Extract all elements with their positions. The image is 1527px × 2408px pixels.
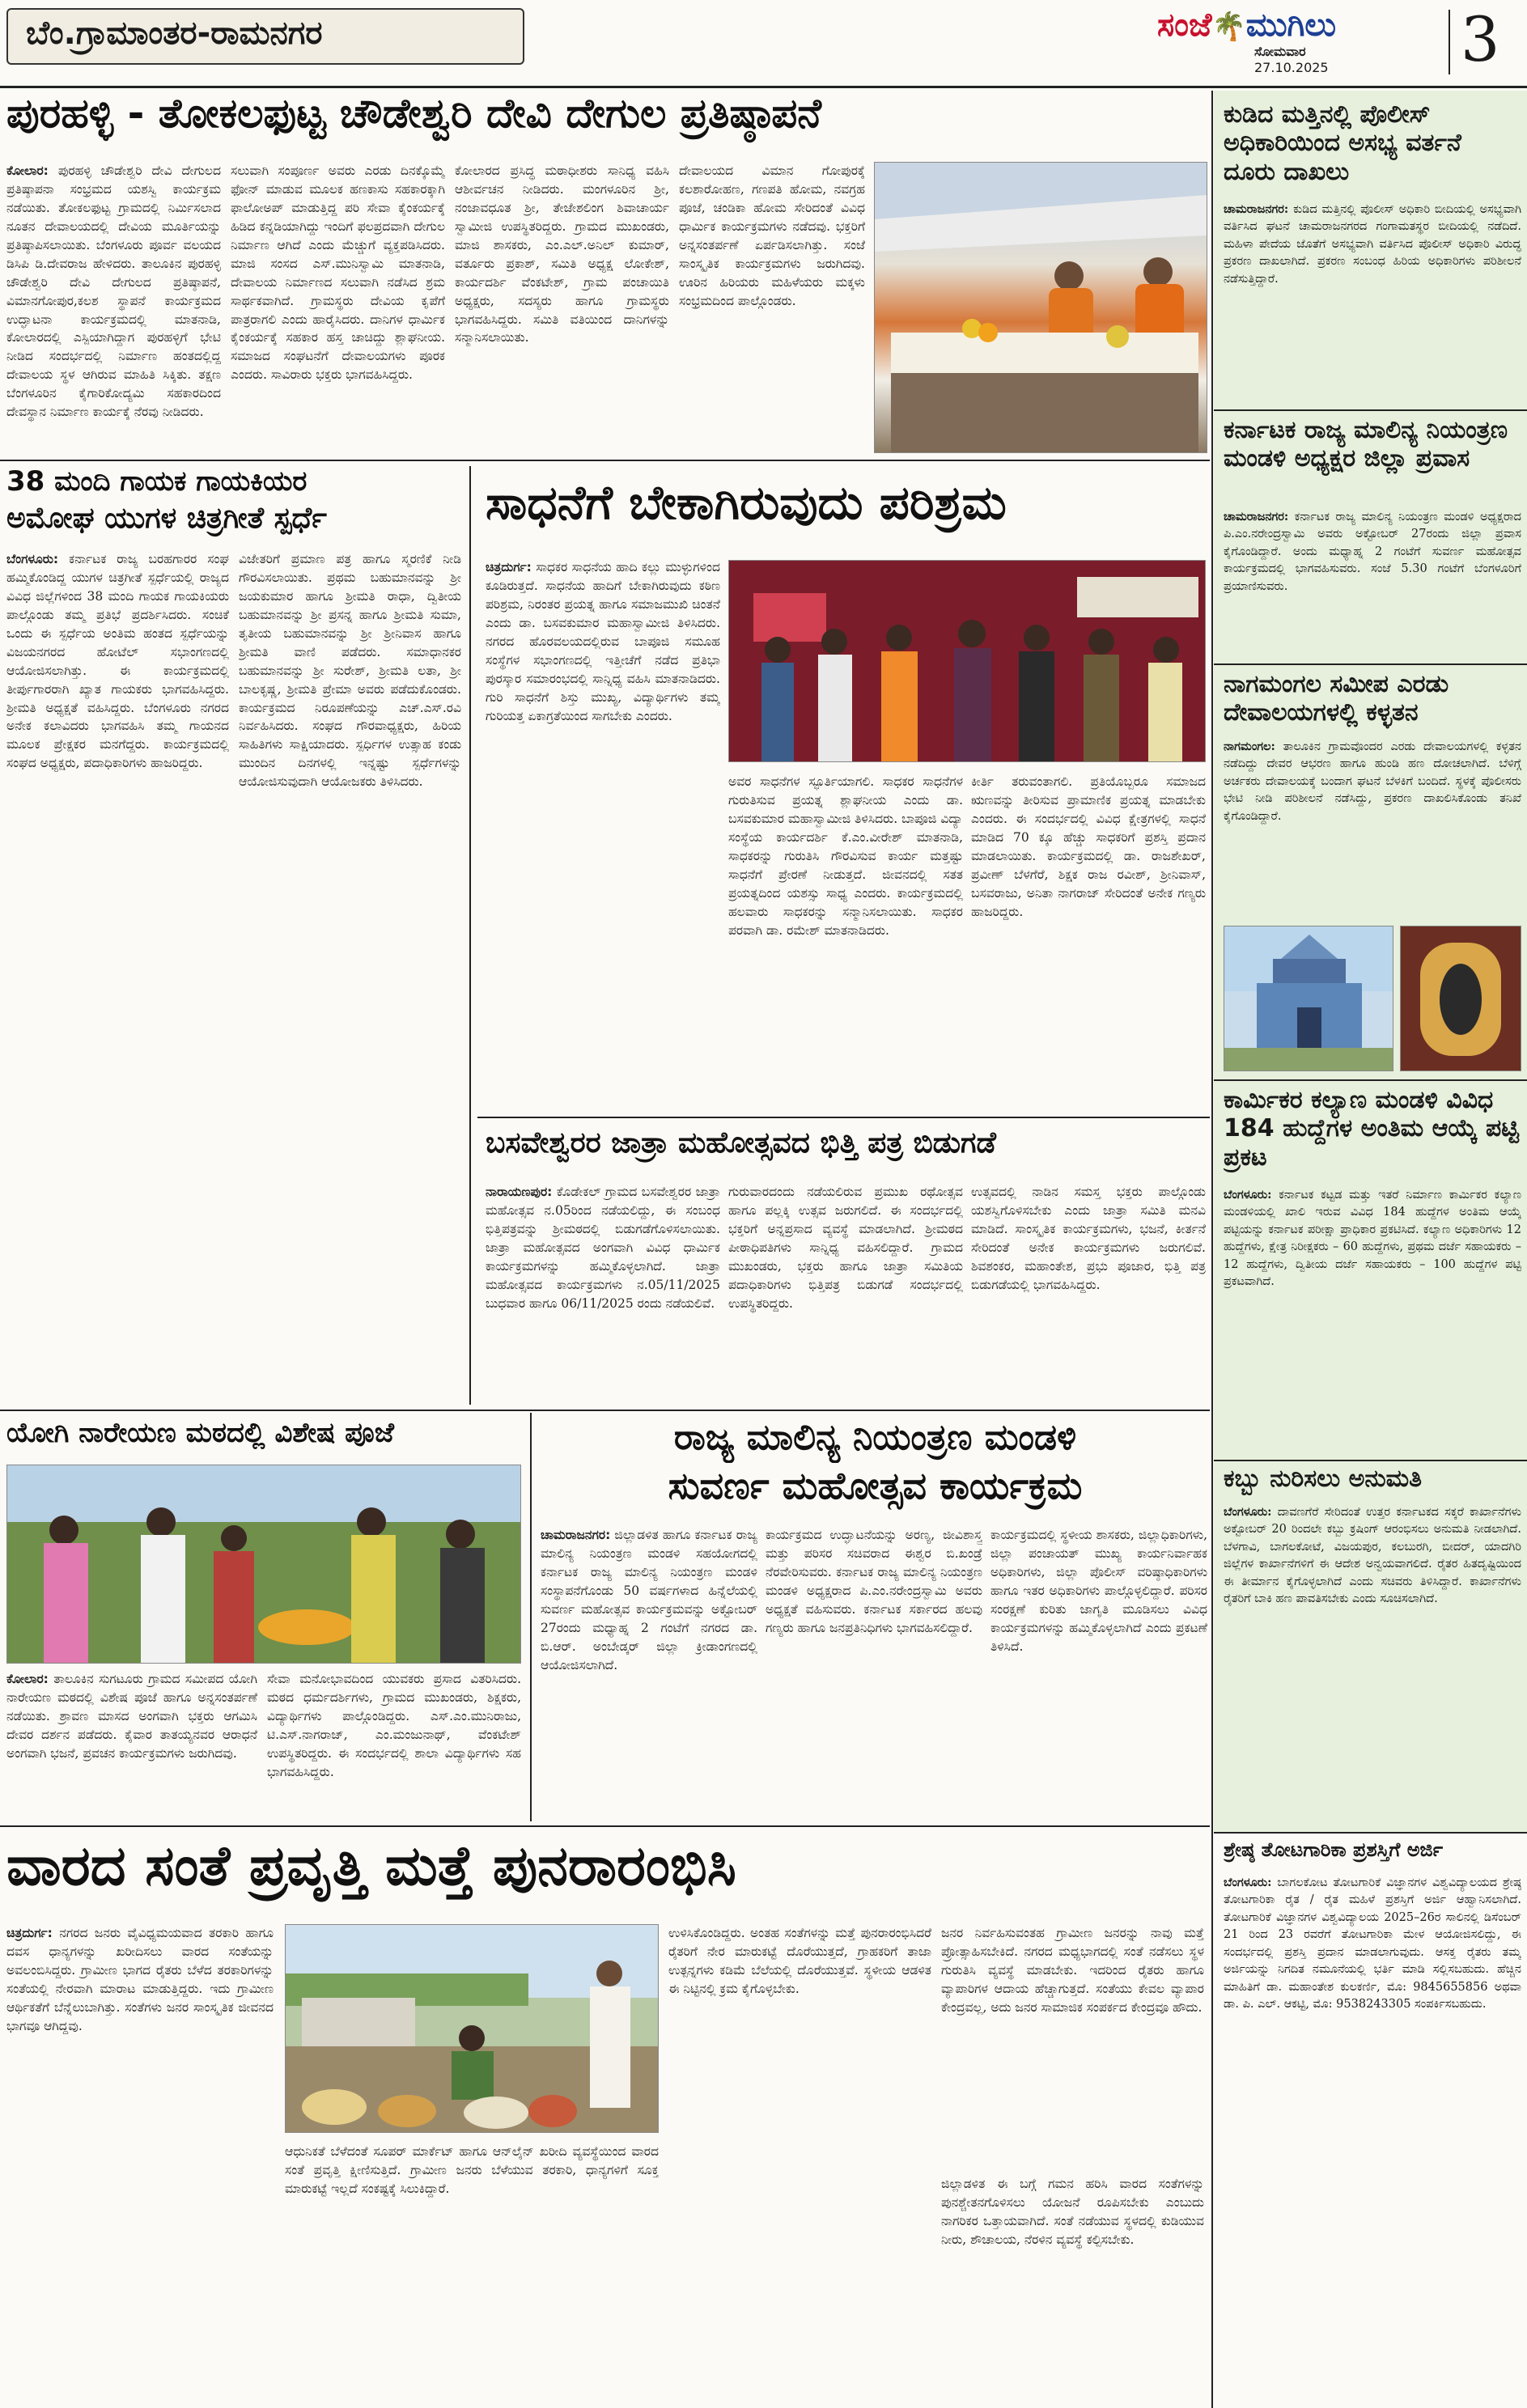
- a5-col1: ಕೋಲಾರ: ತಾಲೂಕಿನ ಸುಗಟೂರು ಗ್ರಾಮದ ಸಮೀಪದ ಯೋಗಿ ನಾರೇಯಣ ಮಠದಲ್ಲಿ ವಿಶೇಷ ಪೂಜೆ ಹಾಗೂ ಅನ್ನಸಂತರ್ಪಣೆ ನಡೆಯಿತು. ಶ್ರಾವಣ ಮಾಸದ ಅಂಗವಾಗಿ ಭಕ್ತರು ಆಗಮಿಸಿ ದೇವರ ದರ್ಶನ ಪಡೆದರು. ಕೈವಾರ ತಾತಯ್ಯನವರ ಆರಾಧನೆ ಅಂಗವಾಗಿ ಭಜನೆ, ಪ್ರವಚನ ಕಾರ್ಯಕ್ರಮಗಳು ಜರುಗಿದವು.: [6, 1672, 257, 1761]
- a7-col4: ಜನರ ನಿರ್ವಹಿಸುವಂತಹ ಗ್ರಾಮೀಣ ಜನರನ್ನು ನಾವು ಮತ್ತೆ ಪ್ರೋತ್ಸಾಹಿಸಬೇಕಿದೆ. ನಗರದ ಮಧ್ಯಭಾಗದಲ್ಲಿ ಸಂತೆ ನಡೆಸಲು ಸ್ಥಳ ಗುರುತಿಸಿ ವ್ಯವಸ್ಥೆ ಮಾಡಬೇಕು. ಇದರಿಂದ ರೈತರು ಹಾಗೂ ವ್ಯಾಪಾರಿಗಳ ಆದಾಯ ಹೆಚ್ಚಾಗುತ್ತದೆ. ಸಂತೆಯು ಕೇವಲ ವ್ಯಾಪಾರ ಕೇಂದ್ರವಲ್ಲ, ಅದು ಜನರ ಸಾಮಾಜಿಕ ಸಂಪರ್ಕದ ಕೇಂದ್ರವೂ ಹೌದು.: [941, 1926, 1204, 2015]
- a2-headline-line2: ಅಮೋಘ ಯುಗಳ ಚಿತ್ರಗೀತೆ ಸ್ಪರ್ಧೆ: [6, 502, 327, 535]
- brand-logo: [1157, 6, 1449, 79]
- a1-col1: ಕೋಲಾರ: ಪುರಹಳ್ಳಿ ಚೌಡೇಶ್ವರಿ ದೇವಿ ದೇಗುಲದ ಪ್ರತಿಷ್ಠಾಪನಾ ಸಂಭ್ರಮದ ಯಶಸ್ವಿ ಕಾರ್ಯಕ್ರಮ ನಡೆಯಿತು. ತೋಕಲಫುಟ್ಟ ಗ್ರಾಮದಲ್ಲಿ ನಿರ್ಮಿಸಲಾದ ನೂತನ ದೇವಾಲಯದಲ್ಲಿ ದೇವಿಯ ಮೂರ್ತಿಯನ್ನು ಪ್ರತಿಷ್ಠಾಪಿಸಲಾಯಿತು. ಬೆಂಗಳೂರು ಪೂರ್ವ ವಲಯದ ಡಿಸಿಪಿ ಡಿ.ದೇವರಾಜ ಹೇಳಿದರು. ತಾಲೂಕಿನ ಪುರಹಳ್ಳಿ ಚೌಡೇಶ್ವರಿ ದೇವಿ ದೇಗುಲದ ಪ್ರತಿಷ್ಠಾಪನೆ, ವಿಮಾನಗೋಪುರ,ಕಲಶ ಸ್ಥಾಪನೆ ಕಾರ್ಯಕ್ರಮದ ಉದ್ಘಾಟನಾ ಕಾರ್ಯಕ್ರಮದಲ್ಲಿ ಮಾತನಾಡಿ, ಕೋಲಾರದಲ್ಲಿ ಎಸ್ಪಿಯಾಗಿದ್ದಾಗ ಪುರಹಳ್ಳಿಗೆ ಭೇಟಿ ನೀಡಿದ ಸಂದರ್ಭದಲ್ಲಿ ನಿರ್ಮಾಣ ಹಂತದಲ್ಲಿದ್ದ ದೇವಾಲಯ ಸ್ಥಳ ಆಗಿರುವ ಮಾಹಿತಿ ಸಿಕ್ಕಿತು. ತಕ್ಷಣ ಬೆಂಗಳೂರಿನ ಕೈಗಾರಿಕೋದ್ಯಮಿ ಸಹಕಾರದಿಂದ ದೇವಸ್ಥಾನ ನಿರ್ಮಾಣ ಕಾರ್ಯಕ್ಕೆ ನೆರವು ನೀಡಿದರು.: [6, 163, 221, 420]
- a6-col3: ಕಾರ್ಯಕ್ರಮದಲ್ಲಿ ಸ್ಥಳೀಯ ಶಾಸಕರು, ಜಿಲ್ಲಾಧಿಕಾರಿಗಳು, ಜಿಲ್ಲಾ ಪಂಚಾಯತ್ ಮುಖ್ಯ ಕಾರ್ಯನಿರ್ವಾಹಕ ಅಧಿಕಾರಿಗಳು, ಜಿಲ್ಲಾ ಪೊಲೀಸ್ ವರಿಷ್ಠಾಧಿಕಾರಿಗಳು ಹಾಗೂ ಇತರ ಅಧಿಕಾರಿಗಳು ಪಾಲ್ಗೊಳ್ಳಲಿದ್ದಾರೆ. ಪರಿಸರ ಸಂರಕ್ಷಣೆ ಕುರಿತು ಜಾಗೃತಿ ಮೂಡಿಸಲು ವಿವಿಧ ಕಾರ್ಯಕ್ರಮಗಳನ್ನು ಹಮ್ಮಿಕೊಳ್ಳಲಾಗಿದೆ ಎಂದು ಪ್ರಕಟಣೆ ತಿಳಿಸಿದೆ.: [990, 1528, 1207, 1654]
- a5-photo-puja: [6, 1465, 521, 1664]
- s3-photo-temple: [1224, 926, 1393, 1071]
- s2-headline: ಕರ್ನಾಟಕ ರಾಜ್ಯ ಮಾಲಿನ್ಯ ನಿಯಂತ್ರಣ ಮಂಡಳಿ ಅಧ್ಯಕ್ಷರ ಜಿಲ್ಲಾ ಪ್ರವಾಸ: [1224, 416, 1508, 473]
- a7-col3: ಉಳಿಸಿಕೊಂಡಿದ್ದರು. ಅಂತಹ ಸಂತೆಗಳನ್ನು ಮತ್ತೆ ಪುನರಾರಂಭಿಸಿದರೆ ರೈತರಿಗೆ ನೇರ ಮಾರುಕಟ್ಟೆ ದೊರೆಯುತ್ತದೆ, ಗ್ರಾಹಕರಿಗೆ ತಾಜಾ ಉತ್ಪನ್ನಗಳು ಕಡಿಮೆ ಬೆಲೆಯಲ್ಲಿ ದೊರೆಯುತ್ತವೆ. ಸ್ಥಳೀಯ ಆಡಳಿತ ಈ ನಿಟ್ಟಿನಲ್ಲಿ ಕ್ರಮ ಕೈಗೊಳ್ಳಬೇಕು.: [668, 1926, 931, 1996]
- a6-col1: ಚಾಮರಾಜನಗರ: ಜಿಲ್ಲಾಡಳಿತ ಹಾಗೂ ಕರ್ನಾಟಕ ರಾಜ್ಯ ಮಾಲಿನ್ಯ ನಿಯಂತ್ರಣ ಮಂಡಳಿ ಸಹಯೋಗದಲ್ಲಿ ಕರ್ನಾಟಕ ರಾಜ್ಯ ಮಾಲಿನ್ಯ ನಿಯಂತ್ರಣ ಮಂಡಳಿ ಸಂಸ್ಥಾಪನೆಗೊಂಡು 50 ವರ್ಷಗಳಾದ ಹಿನ್ನೆಲೆಯಲ್ಲಿ ಸುವರ್ಣ ಮಹೋತ್ಸವ ಕಾರ್ಯಕ್ರಮವನ್ನು ಅಕ್ಟೋಬರ್ 27ರಂದು ಮಧ್ಯಾಹ್ನ 2 ಗಂಟೆಗೆ ನಗರದ ಡಾ. ಬಿ.ಆರ್. ಅಂಬೇಡ್ಕರ್ ಜಿಲ್ಲಾ ಕ್ರೀಡಾಂಗಣದಲ್ಲಿ ಆಯೋಜಿಸಲಾಗಿದೆ.: [541, 1528, 757, 1672]
- a6-col2: ಕಾರ್ಯಕ್ರಮದ ಉದ್ಘಾಟನೆಯನ್ನು ಅರಣ್ಯ, ಜೀವಿಶಾಸ್ತ್ರ ಮತ್ತು ಪರಿಸರ ಸಚಿವರಾದ ಈಶ್ವರ ಬಿ.ಖಂಡ್ರೆ ನೆರವೇರಿಸುವರು. ಕರ್ನಾಟಕ ರಾಜ್ಯ ಮಾಲಿನ್ಯ ನಿಯಂತ್ರಣ ಮಂಡಳಿ ಅಧ್ಯಕ್ಷರಾದ ಪಿ.ಎಂ.ನರೇಂದ್ರಸ್ವಾಮಿ ಅವರು ಅಧ್ಯಕ್ಷತೆ ವಹಿಸುವರು. ಕರ್ನಾಟಕ ಸರ್ಕಾರದ ಹಲವು ಗಣ್ಯರು ಹಾಗೂ ಜನಪ್ರತಿನಿಧಿಗಳು ಭಾಗವಹಿಸಲಿದ್ದಾರೆ.: [766, 1528, 982, 1635]
- a7-photo-market: [285, 1924, 659, 2133]
- a2-headline-line1: 38 ಮಂದಿ ಗಾಯಕ ಗಾಯಕಿಯರ: [6, 466, 308, 498]
- a5-col2: ಸೇವಾ ಮನೋಭಾವದಿಂದ ಯುವಕರು ಪ್ರಸಾದ ವಿತರಿಸಿದರು. ಮಠದ ಧರ್ಮದರ್ಶಿಗಳು, ಗ್ರಾಮದ ಮುಖಂಡರು, ಶಿಕ್ಷಕರು, ವಿದ್ಯಾರ್ಥಿಗಳು ಪಾಲ್ಗೊಂಡಿದ್ದರು. ಎಸ್.ಎಂ.ಮುನಿರಾಜು, ಟಿ.ಎಸ್.ನಾಗರಾಜ್, ಎಂ.ಮಂಜುನಾಥ್, ವೆಂಕಟೇಶ್ ಉಪಸ್ಥಿತರಿದ್ದರು. ಈ ಸಂದರ್ಭದಲ್ಲಿ ಶಾಲಾ ವಿದ್ಯಾರ್ಥಿಗಳು ಸಹ ಭಾಗವಹಿಸಿದ್ದರು.: [267, 1672, 521, 1779]
- brand-part2: ಮುಗಿಲು: [1245, 6, 1337, 44]
- a2-col1: ಬೆಂಗಳೂರು: ಕರ್ನಾಟಕ ರಾಜ್ಯ ಬರಹಗಾರರ ಸಂಘ ಹಮ್ಮಿಕೊಂಡಿದ್ದ ಯುಗಳ ಚಿತ್ರಗೀತೆ ಸ್ಪರ್ಧೆಯಲ್ಲಿ ರಾಜ್ಯದ ವಿವಿಧ ಜಿಲ್ಲೆಗಳಿಂದ 38 ಮಂದಿ ಗಾಯಕ ಗಾಯಕಿಯರು ಪಾಲ್ಗೊಂಡು ತಮ್ಮ ಪ್ರತಿಭೆ ಪ್ರದರ್ಶಿಸಿದರು. ಸಂಚಿಕೆ ಒಂದು ಈ ಸ್ಪರ್ಧೆಯ ಅಂತಿಮ ಹಂತದ ಸ್ಪರ್ಧೆಯನ್ನು ವಿಜಯನಗರದ ಹೋಟೆಲ್ ಸಭಾಂಗಣದಲ್ಲಿ ಆಯೋಜಿಸಲಾಗಿತ್ತು. ಈ ಕಾರ್ಯಕ್ರಮದಲ್ಲಿ ತೀರ್ಪುಗಾರರಾಗಿ ಖ್ಯಾತ ಗಾಯಕರು ಭಾಗವಹಿಸಿದ್ದರು. ಶ್ರೀಮತಿ ಅಧ್ಯಕ್ಷತೆ ವಹಿಸಿದ್ದರು. ಬೆಂಗಳೂರು ನಗರದ ಅನೇಕ ಕಲಾವಿದರು ಭಾಗವಹಿಸಿ ತಮ್ಮ ಗಾಯನದ ಮೂಲಕ ಪ್ರೇಕ್ಷಕರ ಮನಗೆದ್ದರು. ಕಾರ್ಯಕ್ರಮದಲ್ಲಿ ಸಂಘದ ಅಧ್ಯಕ್ಷರು, ಪದಾಧಿಕಾರಿಗಳು ಹಾಜರಿದ್ದರು.: [6, 552, 229, 771]
- a4-col2: ಗುರುವಾರದಂದು ನಡೆಯಲಿರುವ ಪ್ರಮುಖ ರಥೋತ್ಸವ ಹಾಗೂ ಪಲ್ಲಕ್ಕಿ ಉತ್ಸವ ಜರುಗಲಿದೆ. ಈ ಸಂದರ್ಭದಲ್ಲಿ ಭಕ್ತರಿಗೆ ಅನ್ನಪ್ರಸಾದ ವ್ಯವಸ್ಥೆ ಮಾಡಲಾಗಿದೆ. ಶ್ರೀಮಠದ ಪೀಠಾಧಿಪತಿಗಳು ಸಾನ್ನಿಧ್ಯ ವಹಿಸಲಿದ್ದಾರೆ. ಗ್ರಾಮದ ಮುಖಂಡರು, ಭಕ್ತರು ಹಾಗೂ ಜಾತ್ರಾ ಸಮಿತಿಯ ಪದಾಧಿಕಾರಿಗಳು ಭಿತ್ತಿಪತ್ರ ಬಿಡುಗಡೆ ಸಂದರ್ಭದಲ್ಲಿ ಉಪಸ್ಥಿತರಿದ್ದರು.: [728, 1185, 963, 1311]
- a3-col1: ಚಿತ್ರದುರ್ಗ: ಸಾಧಕರ ಸಾಧನೆಯ ಹಾದಿ ಕಲ್ಲು ಮುಳ್ಳುಗಳಿಂದ ಕೂಡಿರುತ್ತದೆ. ಸಾಧನೆಯ ಹಾದಿಗೆ ಬೇಕಾಗಿರುವುದು ಕಠಿಣ ಪರಿಶ್ರಮ, ನಿರಂತರ ಪ್ರಯತ್ನ ಹಾಗೂ ಸಮಾಜಮುಖಿ ಚಿಂತನೆ ಎಂದು ಡಾ. ಬಸವಕುಮಾರ ಮಹಾಸ್ವಾಮೀಜಿ ತಿಳಿಸಿದರು. ನಗರದ ಹೊರವಲಯದಲ್ಲಿರುವ ಬಾಪೂಜಿ ಸಮೂಹ ಸಂಸ್ಥೆಗಳ ಸಭಾಂಗಣದಲ್ಲಿ ಇತ್ತೀಚೆಗೆ ನಡೆದ ಪ್ರತಿಭಾ ಪುರಸ್ಕಾರ ಸಮಾರಂಭದಲ್ಲಿ ಸಾನ್ನಿಧ್ಯ ವಹಿಸಿ ಮಾತನಾಡಿದರು. ಗುರಿ ಸಾಧನೆಗೆ ಶಿಸ್ತು ಮುಖ್ಯ, ವಿದ್ಯಾರ್ಥಿಗಳು ತಮ್ಮ ಗುರಿಯತ್ತ ಏಕಾಗ್ರತೆಯಿಂದ ಸಾಗಬೇಕು ಎಂದರು.: [486, 560, 720, 723]
- a7-col1: ಚಿತ್ರದುರ್ಗ: ನಗರದ ಜನರು ವೈವಿಧ್ಯಮಯವಾದ ತರಕಾರಿ ಹಾಗೂ ದವಸ ಧಾನ್ಯಗಳನ್ನು ಖರೀದಿಸಲು ವಾರದ ಸಂತೆಯನ್ನು ಅವಲಂಬಿಸಿದ್ದರು. ಗ್ರಾಮೀಣ ಭಾಗದ ರೈತರು ಬೆಳೆದ ತರಕಾರಿಗಳನ್ನು ಸಂತೆಯಲ್ಲಿ ನೇರವಾಗಿ ಮಾರಾಟ ಮಾಡುತ್ತಿದ್ದರು. ಇದು ಗ್ರಾಮೀಣ ಆರ್ಥಿಕತೆಗೆ ಬೆನ್ನೆಲುಬಾಗಿತ್ತು. ಸಂತೆಗಳು ಜನರ ಸಾಂಸ್ಕೃತಿಕ ಜೀವನದ ಭಾಗವೂ ಆಗಿದ್ದವು.: [6, 1926, 274, 2033]
- a3-col2: ಅವರ ಸಾಧನೆಗಳ ಸ್ಫೂರ್ತಿಯಾಗಲಿ. ಸಾಧಕರ ಸಾಧನೆಗಳ ಗುರುತಿಸುವ ಪ್ರಯತ್ನ ಶ್ಲಾಘನೀಯ ಎಂದು ಡಾ. ಬಸವಕುಮಾರ ಮಹಾಸ್ವಾಮೀಜಿ ತಿಳಿಸಿದರು. ಬಾಪೂಜಿ ವಿದ್ಯಾ ಸಂಸ್ಥೆಯ ಕಾರ್ಯದರ್ಶಿ ಕೆ.ಎಂ.ವೀರೇಶ್ ಮಾತನಾಡಿ, ಸಾಧಕರನ್ನು ಗುರುತಿಸಿ ಗೌರವಿಸುವ ಕಾರ್ಯ ಮತ್ತಷ್ಟು ಸಾಧನೆಗೆ ಪ್ರೇರಣೆ ನೀಡುತ್ತದೆ. ಜೀವನದಲ್ಲಿ ಸತತ ಪ್ರಯತ್ನದಿಂದ ಯಶಸ್ಸು ಸಾಧ್ಯ ಎಂದರು. ಕಾರ್ಯಕ್ರಮದಲ್ಲಿ ಹಲವಾರು ಸಾಧಕರನ್ನು ಸನ್ಮಾನಿಸಲಾಯಿತು. ಸಾಧಕರ ಪರವಾಗಿ ಡಾ. ರಮೇಶ್ ಮಾತನಾಡಿದರು.: [728, 774, 963, 938]
- a2-col2: ವಿಜೇತರಿಗೆ ಪ್ರಮಾಣ ಪತ್ರ ಹಾಗೂ ಸ್ಮರಣಿಕೆ ನೀಡಿ ಗೌರವಿಸಲಾಯಿತು. ಪ್ರಥಮ ಬಹುಮಾನವನ್ನು ಶ್ರೀ ಜಯಕುಮಾರ ಹಾಗೂ ಶ್ರೀಮತಿ ರಾಧಾ, ದ್ವಿತೀಯ ಬಹುಮಾನವನ್ನು ಶ್ರೀ ಪ್ರಸನ್ನ ಹಾಗೂ ಶ್ರೀಮತಿ ಸುಮಾ, ತೃತೀಯ ಬಹುಮಾನವನ್ನು ಶ್ರೀ ಶ್ರೀನಿವಾಸ ಹಾಗೂ ಶ್ರೀಮತಿ ವಾಣಿ ಪಡೆದರು. ಸಮಾಧಾನಕರ ಬಹುಮಾನವನ್ನು ಶ್ರೀ ಸುರೇಶ್, ಶ್ರೀಮತಿ ಲತಾ, ಶ್ರೀ ಬಾಲಕೃಷ್ಣ, ಶ್ರೀಮತಿ ಪ್ರೇಮಾ ಅವರು ಪಡೆದುಕೊಂಡರು. ಕಾರ್ಯಕ್ರಮದ ನಿರೂಪಣೆಯನ್ನು ಎಚ್.ಎಸ್.ರವಿ ನಿರ್ವಹಿಸಿದರು. ಸಂಘದ ಗೌರವಾಧ್ಯಕ್ಷರು, ಹಿರಿಯ ಸಾಹಿತಿಗಳು ಸಾಕ್ಷಿಯಾದರು. ಸ್ಪರ್ಧಿಗಳ ಉತ್ಸಾಹ ಕಂಡು ಮುಂದಿನ ದಿನಗಳಲ್ಲಿ ಇನ್ನಷ್ಟು ಸ್ಪರ್ಧೆಗಳನ್ನು ಆಯೋಜಿಸುವುದಾಗಿ ಆಯೋಜಕರು ತಿಳಿಸಿದರು.: [239, 552, 461, 790]
- a3-photo-award-ceremony: [728, 560, 1206, 762]
- palm-icon: 🌴: [1211, 11, 1246, 43]
- s3-photo-idol: [1400, 926, 1521, 1071]
- a1-headline: ಪುರಹಳ್ಳಿ - ತೋಕಲಫುಟ್ಟ ಚೌಡೇಶ್ವರಿ ದೇವಿ ದೇಗುಲ ಪ್ರತಿಷ್ಠಾಪನೆ: [6, 91, 822, 137]
- a4-col1: ನಾರಾಯಣಪುರ: ಕೊಡೇಕಲ್ ಗ್ರಾಮದ ಬಸವೇಶ್ವರರ ಜಾತ್ರಾ ಮಹೋತ್ಸವ ನ.05ರಿಂದ ನಡೆಯಲಿದ್ದು, ಈ ಸಂಬಂಧ ಭಿತ್ತಿಪತ್ರವನ್ನು ಶ್ರೀಮಠದಲ್ಲಿ ಬಿಡುಗಡೆಗೊಳಿಸಲಾಯಿತು. ಜಾತ್ರಾ ಮಹೋತ್ಸವದ ಅಂಗವಾಗಿ ವಿವಿಧ ಧಾರ್ಮಿಕ ಕಾರ್ಯಕ್ರಮಗಳನ್ನು ಹಮ್ಮಿಕೊಳ್ಳಲಾಗಿದೆ. ಜಾತ್ರಾ ಮಹೋತ್ಸವದ ಕಾರ್ಯಕ್ರಮಗಳು ನ.05/11/2025 ಬುಧವಾರ ಹಾಗೂ 06/11/2025 ರಂದು ನಡೆಯಲಿವೆ.: [486, 1185, 720, 1311]
- a6-headline-line1: ರಾಜ್ಯ ಮಾಲಿನ್ಯ ನಿಯಂತ್ರಣ ಮಂಡಳಿ: [673, 1418, 1077, 1458]
- a7-col2: ಆಧುನಿಕತೆ ಬೆಳೆದಂತೆ ಸೂಪರ್ ಮಾರ್ಕೆಟ್ ಹಾಗೂ ಆನ್‌ಲೈನ್ ಖರೀದಿ ವ್ಯವಸ್ಥೆಯಿಂದ ವಾರದ ಸಂತೆ ಪ್ರವೃತ್ತಿ ಕ್ಷೀಣಿಸುತ್ತಿದೆ. ಗ್ರಾಮೀಣ ಜನರು ಬೆಳೆಯುವ ತರಕಾರಿ, ಧಾನ್ಯಗಳಿಗೆ ಸೂಕ್ತ ಮಾರುಕಟ್ಟೆ ಇಲ್ಲದೆ ಸಂಕಷ್ಟಕ್ಕೆ ಸಿಲುಕಿದ್ದಾರೆ.: [285, 2144, 659, 2196]
- a5-headline: ಯೋಗಿ ನಾರೇಯಣ ಮಠದಲ್ಲಿ ವಿಶೇಷ ಪೂಜೆ: [6, 1418, 394, 1449]
- s5-body: ಬೆಂಗಳೂರು: ದಾವಣಗೆರೆ ಸೇರಿದಂತೆ ಉತ್ತರ ಕರ್ನಾಟಕದ ಸಕ್ಕರೆ ಕಾರ್ಖಾನೆಗಳು ಅಕ್ಟೋಬರ್ 20 ರಿಂದಲೇ ಕಬ್ಬು ಕ್ರಷಿಂಗ್ ಆರಂಭಿಸಲು ಅನುಮತಿ ನೀಡಲಾಗಿದೆ. ಬೆಳಗಾವಿ, ಬಾಗಲಕೋಟೆ, ವಿಜಯಪುರ, ಕಲಬುರಗಿ, ಬೀದರ್, ಯಾದಗಿರಿ ಜಿಲ್ಲೆಗಳ ಕಾರ್ಖಾನೆಗಳಿಗೆ ಈ ಆದೇಶ ಅನ್ವಯವಾಗಲಿದೆ. ರೈತರ ಹಿತದೃಷ್ಟಿಯಿಂದ ಈ ತೀರ್ಮಾನ ಕೈಗೊಳ್ಳಲಾಗಿದೆ ಎಂದು ಸಚಿವರು ತಿಳಿಸಿದ್ದಾರೆ. ಕಾರ್ಖಾನೆಗಳು ರೈತರಿಗೆ ಬಾಕಿ ಹಣ ಪಾವತಿಸಬೇಕು ಎಂದು ಸೂಚಿಸಲಾಗಿದೆ.: [1224, 1505, 1521, 1606]
- a6-headline-line2: ಸುವರ್ಣ ಮಹೋತ್ಸವ ಕಾರ್ಯಕ್ರಮ: [668, 1465, 1083, 1507]
- section-tag-label: ಬೆಂ.ಗ್ರಾಮಾಂತರ-ರಾಮನಗರ: [26, 15, 323, 52]
- issue-day: ಸೋಮವಾರ: [1254, 44, 1306, 59]
- s5-headline: ಕಬ್ಬು ನುರಿಸಲು ಅನುಮತಿ: [1224, 1465, 1423, 1493]
- issue-date: 27.10.2025: [1254, 60, 1329, 75]
- a4-headline: ಬಸವೇಶ್ವರರ ಜಾತ್ರಾ ಮಹೋತ್ಸವದ ಭಿತ್ತಿ ಪತ್ರ ಬಿಡುಗಡೆ: [486, 1126, 996, 1159]
- a3-col3: ಕೀರ್ತಿ ತರುವಂತಾಗಲಿ. ಪ್ರತಿಯೊಬ್ಬರೂ ಸಮಾಜದ ಋಣವನ್ನು ತೀರಿಸುವ ಪ್ರಾಮಾಣಿಕ ಪ್ರಯತ್ನ ಮಾಡಬೇಕು ಎಂದರು. ಈ ಸಂದರ್ಭದಲ್ಲಿ ವಿವಿಧ ಕ್ಷೇತ್ರಗಳಲ್ಲಿ ಸಾಧನೆ ಮಾಡಿದ 70 ಕ್ಕೂ ಹೆಚ್ಚು ಸಾಧಕರಿಗೆ ಪ್ರಶಸ್ತಿ ಪ್ರದಾನ ಮಾಡಲಾಯಿತು. ಕಾರ್ಯಕ್ರಮದಲ್ಲಿ ಡಾ. ರಾಜಶೇಖರ್, ಪ್ರವೀಣ್ ಬೆಳಗೆರೆ, ಶಿಕ್ಷಕ ರಾಜ ರವೀಶ್, ಶ್ರೀನಿವಾಸ್, ಬಸವರಾಜು, ಅನಿತಾ ನಾಗರಾಜ್ ಸೇರಿದಂತೆ ಅನೇಕ ಗಣ್ಯರು ಹಾಜರಿದ್ದರು.: [971, 774, 1206, 919]
- s3-body: ನಾಗಮಂಗಲ: ತಾಲೂಕಿನ ಗ್ರಾಮವೊಂದರ ಎರಡು ದೇವಾಲಯಗಳಲ್ಲಿ ಕಳ್ಳತನ ನಡೆದಿದ್ದು ದೇವರ ಆಭರಣ ಹಾಗೂ ಹುಂಡಿ ಹಣ ದೋಚಲಾಗಿದೆ. ಬೆಳಿಗ್ಗೆ ಅರ್ಚಕರು ದೇವಾಲಯಕ್ಕೆ ಬಂದಾಗ ಘಟನೆ ಬೆಳಕಿಗೆ ಬಂದಿದೆ. ಸ್ಥಳಕ್ಕೆ ಪೊಲೀಸರು ಭೇಟಿ ನೀಡಿ ಪರಿಶೀಲನೆ ನಡೆಸಿದ್ದು, ಪ್ರಕರಣ ದಾಖಲಿಸಿಕೊಂಡು ತನಿಖೆ ಕೈಗೊಂಡಿದ್ದಾರೆ.: [1224, 740, 1521, 823]
- s1-body: ಚಾಮರಾಜನಗರ: ಕುಡಿದ ಮತ್ತಿನಲ್ಲಿ ಪೊಲೀಸ್ ಅಧಿಕಾರಿ ಬೀದಿಯಲ್ಲಿ ಅಸಭ್ಯವಾಗಿ ವರ್ತಿಸಿದ ಘಟನೆ ಚಾಮರಾಜನಗರದ ಗಂಗಾಮತಸ್ಥರ ಬೀದಿಯಲ್ಲಿ ನಡೆದಿದೆ. ಮಹಿಳಾ ಪೇದೆಯ ಜೊತೆಗೆ ಅಸಭ್ಯವಾಗಿ ವರ್ತಿಸಿದ ಪೊಲೀಸ್ ಅಧಿಕಾರಿ ವಿರುದ್ಧ ಪ್ರಕರಣ ದಾಖಲಾಗಿದೆ. ಪ್ರಕರಣ ಸಂಬಂಧ ಹಿರಿಯ ಅಧಿಕಾರಿಗಳು ಪರಿಶೀಲನೆ ನಡೆಸುತ್ತಿದ್ದಾರೆ.: [1224, 202, 1521, 286]
- s4-headline: ಕಾರ್ಮಿಕರ ಕಲ್ಯಾಣ ಮಂಡಳಿ ವಿವಿಧ 184 ಹುದ್ದೆಗಳ ಅಂತಿಮ ಆಯ್ಕೆ ಪಟ್ಟಿ ಪ್ರಕಟ: [1224, 1086, 1520, 1172]
- s3-headline: ನಾಗಮಂಗಲ ಸಮೀಪ ಎರಡು ದೇವಾಲಯಗಳಲ್ಲಿ ಕಳ್ಳತನ: [1224, 670, 1449, 727]
- a1-col4: ದೇವಾಲಯದ ವಿಮಾನ ಗೋಪುರಕ್ಕೆ ಕಲಶಾರೋಹಣ, ಗಣಪತಿ ಹೋಮ, ನವಗ್ರಹ ಪೂಜೆ, ಚಂಡಿಕಾ ಹೋಮ ಸೇರಿದಂತೆ ವಿವಿಧ ಧಾರ್ಮಿಕ ಕಾರ್ಯಕ್ರಮಗಳು ನಡೆದವು. ಭಕ್ತರಿಗೆ ಅನ್ನಸಂತರ್ಪಣೆ ಏರ್ಪಡಿಸಲಾಗಿತ್ತು. ಸಂಜೆ ಸಾಂಸ್ಕೃತಿಕ ಕಾರ್ಯಕ್ರಮಗಳು ಜರುಗಿದವು. ಊರಿನ ಹಿರಿಯರು ಮಹಿಳೆಯರು ಮಕ್ಕಳು ಸಂಭ್ರಮದಿಂದ ಪಾಲ್ಗೊಂಡರು.: [679, 163, 865, 308]
- a1-photo-temple-ceremony: [874, 162, 1207, 453]
- s1-headline: ಕುಡಿದ ಮತ್ತಿನಲ್ಲಿ ಪೊಲೀಸ್ ಅಧಿಕಾರಿಯಿಂದ ಅಸಭ್ಯ ವರ್ತನೆ ದೂರು ದಾಖಲು: [1224, 100, 1461, 186]
- a1-col2: ಸಲುವಾಗಿ ಸಂಪೂರ್ಣ ಅವರು ಎರಡು ದಿನಕ್ಕೊಮ್ಮೆ ಫೋನ್ ಮಾಡುವ ಮೂಲಕ ಹಣಕಾಸು ಸಹಕಾರಕ್ಕಾಗಿ ಫಾಲೋಅಪ್ ಮಾಡುತ್ತಿದ್ದ ಪರಿ ಸೇವಾ ಕೈಂಕರ್ಯಕ್ಕೆ ಹಿಡಿದ ಕನ್ನಡಿಯಾಗಿದ್ದು ಇಂದಿಗೆ ಫಲಪ್ರದವಾಗಿ ದೇಗುಲ ನಿರ್ಮಾಣ ಆಗಿದೆ ಎಂದು ಮೆಚ್ಚುಗೆ ವ್ಯಕ್ತಪಡಿಸಿದರು. ಮಾಜಿ ಸಂಸದ ಎಸ್.ಮುನಿಸ್ವಾಮಿ ಮಾತನಾಡಿ, ದೇವಾಲಯ ನಿರ್ಮಾಣದ ಸಲುವಾಗಿ ನಡೆಸಿದ ಶ್ರಮ ಸಾರ್ಥಕವಾಗಿದೆ. ಗ್ರಾಮಸ್ಥರು ದೇವಿಯ ಕೃಪೆಗೆ ಪಾತ್ರರಾಗಲಿ ಎಂದು ಹಾರೈಸಿದರು. ದಾನಿಗಳ ಧಾರ್ಮಿಕ ಕೈಂಕರ್ಯಕ್ಕೆ ಸಹಕಾರ ಹಸ್ತ ಚಾಚಿದ್ದು ಶ್ಲಾಘನೀಯ. ಸಮಾಜದ ಸಂಘಟನೆಗೆ ದೇವಾಲಯಗಳು ಪೂರಕ ಎಂದರು. ಸಾವಿರಾರು ಭಕ್ತರು ಭಾಗವಹಿಸಿದ್ದರು.: [231, 163, 445, 383]
- a4-col3: ಉತ್ಸವದಲ್ಲಿ ನಾಡಿನ ಸಮಸ್ತ ಭಕ್ತರು ಪಾಲ್ಗೊಂಡು ಯಶಸ್ವಿಗೊಳಿಸಬೇಕು ಎಂದು ಜಾತ್ರಾ ಸಮಿತಿ ಮನವಿ ಮಾಡಿದೆ. ಸಾಂಸ್ಕೃತಿಕ ಕಾರ್ಯಕ್ರಮಗಳು, ಭಜನೆ, ಕೀರ್ತನೆ ಸೇರಿದಂತೆ ಅನೇಕ ಕಾರ್ಯಕ್ರಮಗಳು ಜರುಗಲಿವೆ. ಶಿವಶಂಕರ, ಮಹಾಂತೇಶ, ಪ್ರಭು ಪೂಜಾರ, ಭಿತ್ತಿ ಪತ್ರ ಬಿಡುಗಡೆಯಲ್ಲಿ ಭಾಗವಹಿಸಿದ್ದರು.: [971, 1185, 1206, 1292]
- a7-headline: ವಾರದ ಸಂತೆ ಪ್ರವೃತ್ತಿ ಮತ್ತೆ ಪುನರಾರಂಭಿಸಿ: [6, 1835, 736, 1898]
- s6-body: ಬೆಂಗಳೂರು: ಬಾಗಲಕೋಟ ತೋಟಗಾರಿಕೆ ವಿಜ್ಞಾನಗಳ ವಿಶ್ವವಿದ್ಯಾಲಯದ ಶ್ರೇಷ್ಠ ತೋಟಗಾರಿಕಾ ರೈತ / ರೈತ ಮಹಿಳೆ ಪ್ರಶಸ್ತಿಗೆ ಅರ್ಜಿ ಆಹ್ವಾನಿಸಲಾಗಿದೆ. ತೋಟಗಾರಿಕೆ ವಿಜ್ಞಾನಗಳ ವಿಶ್ವವಿದ್ಯಾಲಯ 2025–26ರ ಸಾಲಿನಲ್ಲಿ ಡಿಸೆಂಬರ್ 21 ರಿಂದ 23 ರವರೆಗೆ ತೋಟಗಾರಿಕಾ ಮೇಳ ಆಯೋಜಿಸಲಿದ್ದು, ಈ ಸಂದರ್ಭದಲ್ಲಿ ಪ್ರಶಸ್ತಿ ಪ್ರದಾನ ಮಾಡಲಾಗುವುದು. ಆಸಕ್ತ ರೈತರು ತಮ್ಮ ಅರ್ಜಿಯನ್ನು ನಿಗದಿತ ನಮೂನೆಯಲ್ಲಿ ಭರ್ತಿ ಮಾಡಿ ಸಲ್ಲಿಸಬಹುದು. ಹೆಚ್ಚಿನ ಮಾಹಿತಿಗೆ ಡಾ. ಮಹಾಂತೇಶ ಕುಲಕರ್ಣಿ, ಮೊ: 9845655856 ಅಥವಾ ಡಾ. ಪಿ. ಎಲ್. ಆಕಟ್ಟಿ, ಮೊ: 9538243305 ಸಂಪರ್ಕಿಸಬಹುದು.: [1224, 1876, 1521, 2012]
- a1-col3: ಕೋಲಾರದ ಪ್ರಸಿದ್ಧ ಮಠಾಧೀಶರು ಸಾನಿಧ್ಯ ವಹಿಸಿ ಆಶೀರ್ವಚನ ನೀಡಿದರು. ಮಂಗಳೂರಿನ ಶ್ರೀ, ನಂಜಾವಧೂತ ಶ್ರೀ, ತೇಜೇಶಲಿಂಗ ಶಿವಾಚಾರ್ಯ ಸ್ವಾಮೀಜಿ ಉಪಸ್ಥಿತರಿದ್ದರು. ಗ್ರಾಮದ ಮುಖಂಡರು, ಮಾಜಿ ಶಾಸಕರು, ಎಂ.ಎಲ್.ಅನಿಲ್ ಕುಮಾರ್, ವರ್ತೂರು ಪ್ರಕಾಶ್, ಸಮಿತಿ ಅಧ್ಯಕ್ಷ ಲೋಕೇಶ್, ಕಾರ್ಯದರ್ಶಿ ವೆಂಕಟೇಶ್, ಗ್ರಾಮ ಪಂಚಾಯಿತಿ ಅಧ್ಯಕ್ಷರು, ಸದಸ್ಯರು ಹಾಗೂ ಗ್ರಾಮಸ್ಥರು ಭಾಗವಹಿಸಿದ್ದರು. ಸಮಿತಿ ವತಿಯಿಂದ ದಾನಿಗಳನ್ನು ಸನ್ಮಾನಿಸಲಾಯಿತು.: [455, 163, 669, 346]
- a3-headline: ಸಾಧನೆಗೆ ಬೇಕಾಗಿರುವುದು ಪರಿಶ್ರಮ: [486, 476, 1007, 530]
- brand-part1: ಸಂಜೆ: [1157, 6, 1212, 44]
- section-tag: [6, 8, 524, 65]
- a7-col5: ಜಿಲ್ಲಾಡಳಿತ ಈ ಬಗ್ಗೆ ಗಮನ ಹರಿಸಿ ವಾರದ ಸಂತೆಗಳನ್ನು ಪುನಶ್ಚೇತನಗೊಳಿಸಲು ಯೋಜನೆ ರೂಪಿಸಬೇಕು ಎಂಬುದು ನಾಗರಿಕರ ಒತ್ತಾಯವಾಗಿದೆ. ಸಂತೆ ನಡೆಯುವ ಸ್ಥಳದಲ್ಲಿ ಕುಡಿಯುವ ನೀರು, ಶೌಚಾಲಯ, ನೆರಳಿನ ವ್ಯವಸ್ಥೆ ಕಲ್ಪಿಸಬೇಕು.: [941, 2177, 1204, 2247]
- s6-headline: ಶ್ರೇಷ್ಠ ತೋಟಗಾರಿಕಾ ಪ್ರಶಸ್ತಿಗೆ ಅರ್ಜಿ: [1224, 1838, 1444, 1861]
- page-number: 3: [1461, 3, 1500, 75]
- s2-body: ಚಾಮರಾಜನಗರ: ಕರ್ನಾಟಕ ರಾಜ್ಯ ಮಾಲಿನ್ಯ ನಿಯಂತ್ರಣ ಮಂಡಳಿ ಅಧ್ಯಕ್ಷರಾದ ಪಿ.ಎಂ.ನರೇಂದ್ರಸ್ವಾಮಿ ಅವರು ಅಕ್ಟೋಬರ್ 27ರಂದು ಜಿಲ್ಲಾ ಪ್ರವಾಸ ಕೈಗೊಂಡಿದ್ದಾರೆ. ಅಂದು ಮಧ್ಯಾಹ್ನ 2 ಗಂಟೆಗೆ ಸುವರ್ಣ ಮಹೋತ್ಸವ ಕಾರ್ಯಕ್ರಮದಲ್ಲಿ ಭಾಗವಹಿಸುವರು. ಸಂಜೆ 5.30 ಗಂಟೆಗೆ ಬೆಂಗಳೂರಿಗೆ ಪ್ರಯಾಣಿಸುವರು.: [1224, 510, 1521, 593]
- s4-body: ಬೆಂಗಳೂರು: ಕರ್ನಾಟಕ ಕಟ್ಟಡ ಮತ್ತು ಇತರೆ ನಿರ್ಮಾಣ ಕಾರ್ಮಿಕರ ಕಲ್ಯಾಣ ಮಂಡಳಿಯಲ್ಲಿ ಖಾಲಿ ಇರುವ ವಿವಿಧ 184 ಹುದ್ದೆಗಳ ಅಂತಿಮ ಆಯ್ಕೆ ಪಟ್ಟಿಯನ್ನು ಕರ್ನಾಟಕ ಪರೀಕ್ಷಾ ಪ್ರಾಧಿಕಾರ ಪ್ರಕಟಿಸಿದೆ. ಕಲ್ಯಾಣ ಅಧಿಕಾರಿಗಳು 12 ಹುದ್ದೆಗಳು, ಕ್ಷೇತ್ರ ನಿರೀಕ್ಷಕರು – 60 ಹುದ್ದೆಗಳು, ಪ್ರಥಮ ದರ್ಜೆ ಸಹಾಯಕರು – 12 ಹುದ್ದೆಗಳು, ದ್ವಿತೀಯ ದರ್ಜೆ ಸಹಾಯಕರು – 100 ಹುದ್ದೆಗಳ ಪಟ್ಟಿ ಪ್ರಕಟವಾಗಿದೆ.: [1224, 1188, 1521, 1289]
